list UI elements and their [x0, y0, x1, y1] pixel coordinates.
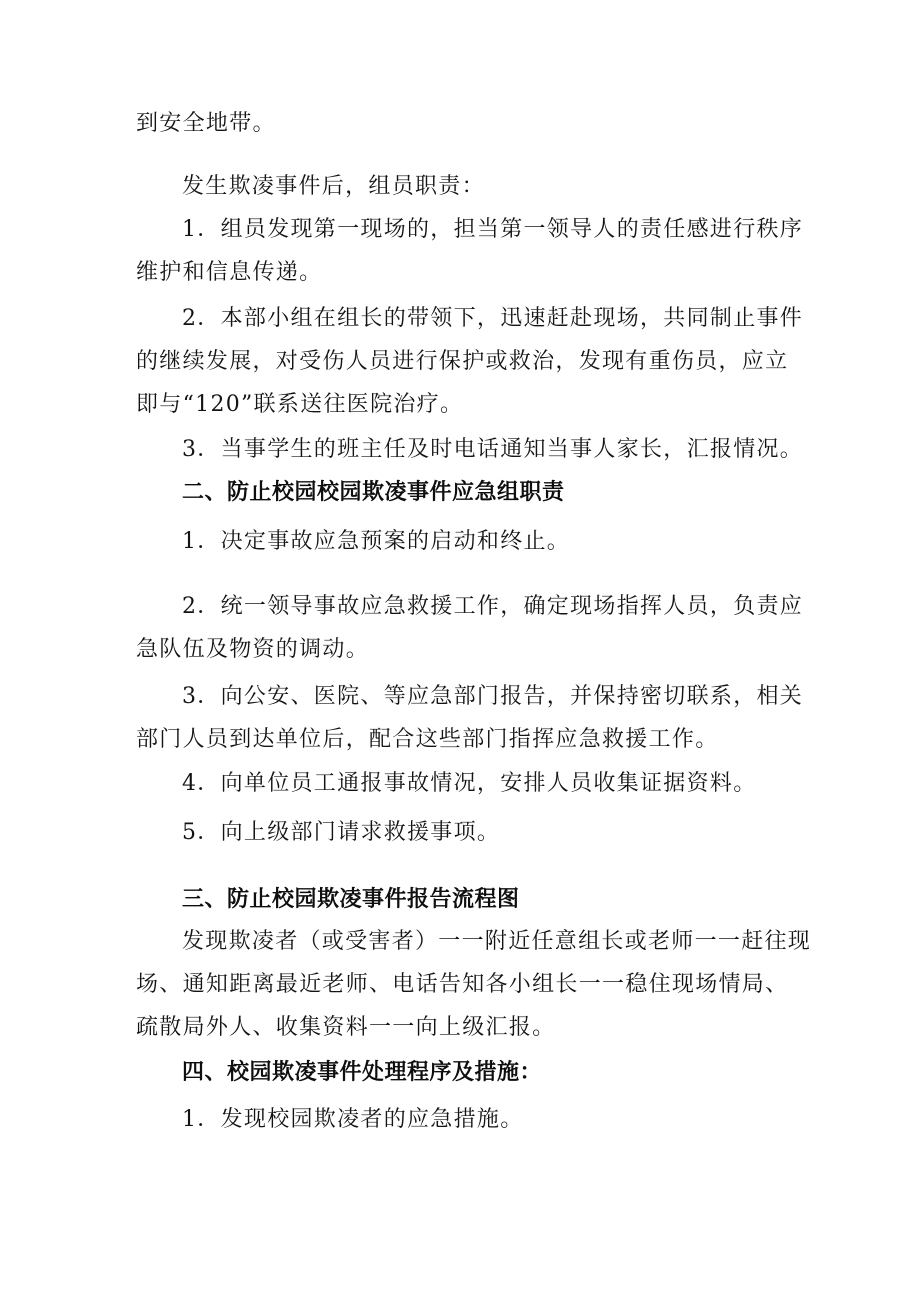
text-line: 2．本部小组在组长的带领下，迅速赶赴现场，共同制止事件	[182, 306, 804, 331]
list-item-1	[136, 208, 804, 294]
text-line: 1．发现校园欺凌者的应急措施。	[182, 1107, 524, 1132]
text-line: 发生欺凌事件后，组员职责：	[182, 174, 485, 199]
list-item-4	[182, 762, 796, 805]
flow-paragraph	[136, 920, 812, 1049]
paragraph-intro	[182, 165, 796, 208]
text-line: 到安全地带。	[136, 111, 276, 136]
list-item-1	[182, 1098, 796, 1141]
list-item-2	[136, 297, 804, 426]
list-item-2	[136, 585, 804, 671]
text-line: 急队伍及物资的调动。	[136, 637, 370, 662]
list-item-1	[182, 520, 796, 563]
text-line: 的继续发展，对受伤人员进行保护或救治，发现有重伤员，应立	[136, 349, 789, 374]
list-item-3	[136, 675, 804, 761]
text-line: 2．统一领导事故应急救援工作，确定现场指挥人员，负责应	[182, 594, 804, 619]
text-line: 1．组员发现第一现场的，担当第一领导人的责任感进行秩序	[182, 217, 804, 242]
text-line: 3．向公安、医院、等应急部门报告，并保持密切联系，相关	[182, 684, 804, 709]
text-line: 部门人员到达单位后，配合这些部门指挥应急救援工作。	[136, 727, 719, 752]
text-line: 维护和信息传递。	[136, 260, 323, 285]
text-line: 疏散局外人、收集资料一一向上级汇报。	[136, 1015, 556, 1040]
section-heading-4: 四、校园欺凌事件处理程序及措施：	[182, 1060, 543, 1085]
text-line: 即与“120”联系送往医院治疗。	[136, 392, 464, 417]
list-item-5	[182, 811, 796, 854]
text-line: 场、通知距离最近老师、电话告知各小组长一一稳住现场情局、	[136, 972, 789, 997]
section-heading-2: 二、防止校园校园欺凌事件应急组职责	[182, 480, 565, 505]
text-line: 5．向上级部门请求救援事项。	[182, 820, 501, 845]
text-line: 4．向单位员工通报事故情况，安排人员收集证据资料。	[182, 771, 757, 796]
text-line: 3．当事学生的班主任及时电话通知当事人家长，汇报情况。	[182, 437, 804, 462]
paragraph-continuation	[136, 102, 796, 145]
section-heading-3: 三、防止校园欺凌事件报告流程图	[182, 887, 520, 912]
list-item-3	[182, 428, 804, 471]
text-line: 1．决定事故应急预案的启动和终止。	[182, 529, 571, 554]
text-line: 发现欺凌者（或受害者）一一附近任意组长或老师一一赶往现	[182, 929, 812, 954]
